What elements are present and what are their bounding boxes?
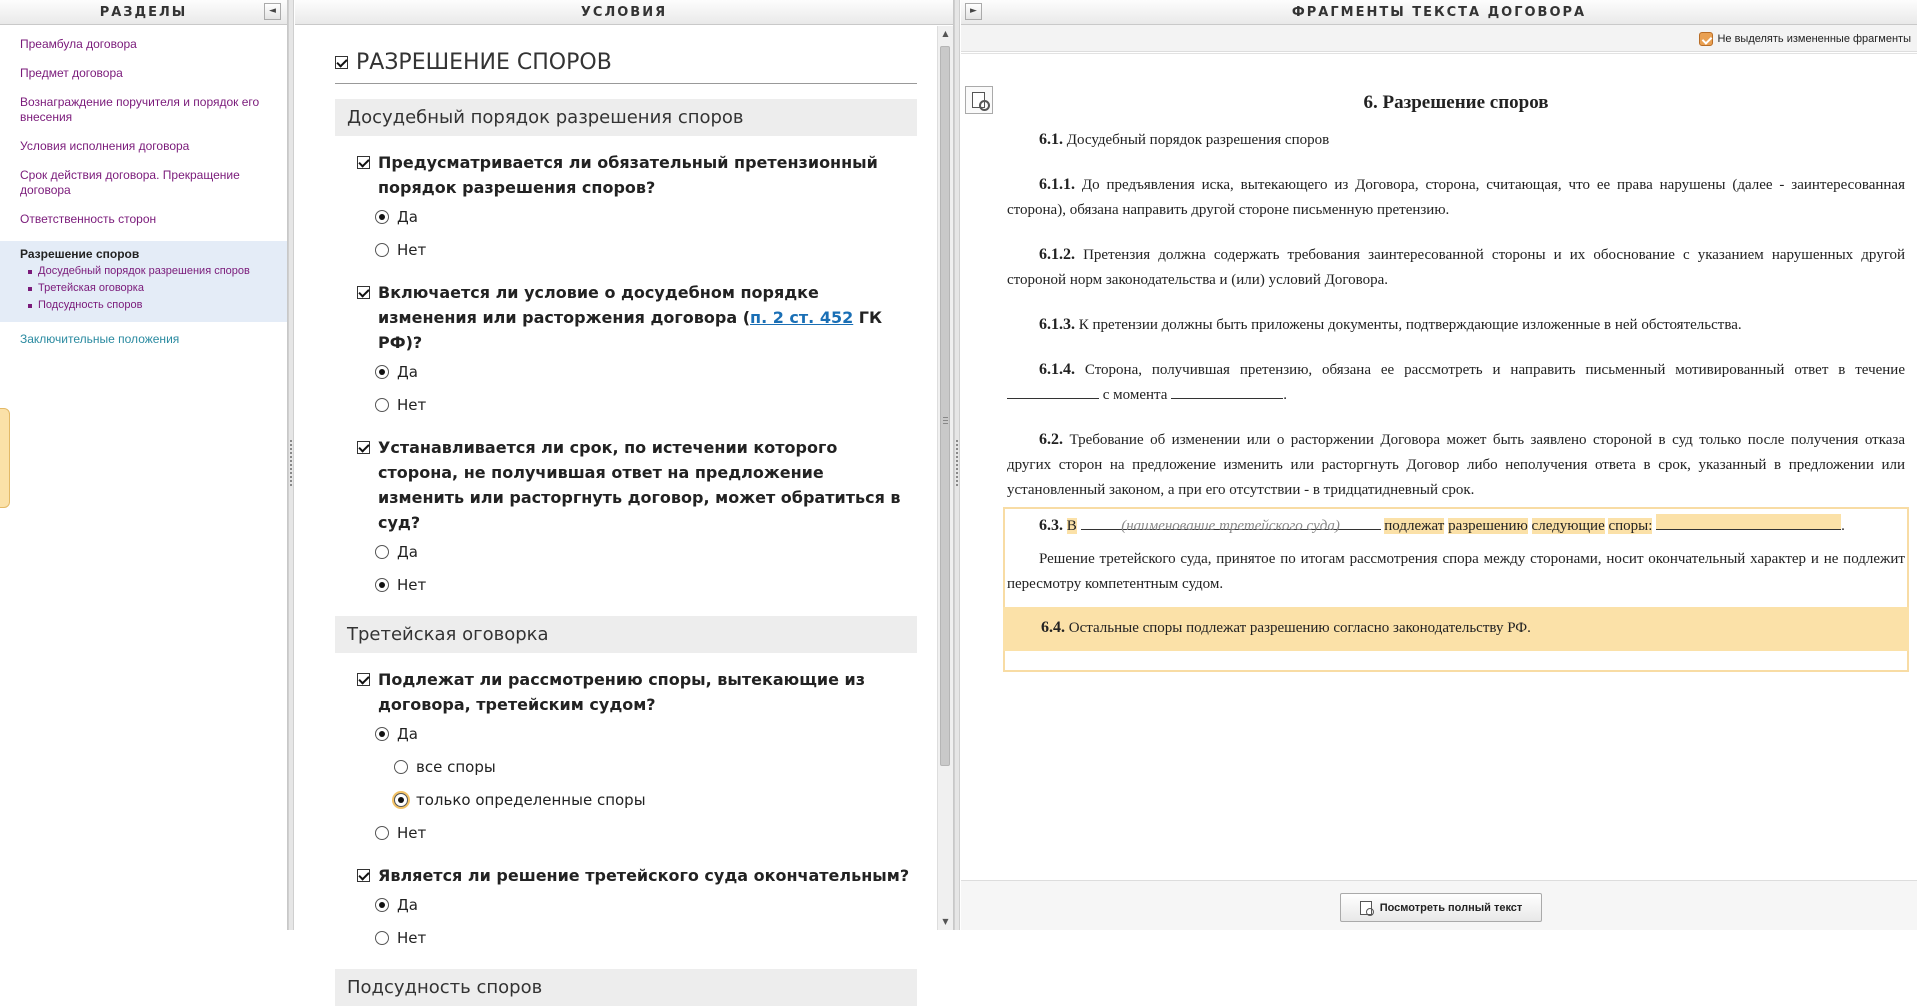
nav-item-preamble[interactable]: Преамбула договора [20, 37, 137, 51]
clause-text: . [1841, 518, 1845, 534]
checkbox-icon[interactable] [357, 156, 370, 169]
question-claim-procedure [357, 150, 915, 200]
clause-text: Досудебный порядок разрешения споров [1063, 132, 1330, 148]
radio-icon[interactable] [375, 727, 389, 741]
radio-icon[interactable] [375, 365, 389, 379]
checkbox-icon[interactable] [335, 56, 348, 69]
nav-item-term[interactable]: Срок действия договора. Прекращение договора [20, 168, 240, 197]
conditions-pane [295, 0, 954, 998]
option-certain-disputes[interactable] [394, 783, 937, 816]
side-tab-handle[interactable] [0, 408, 10, 508]
clause-number: 6.1.4. [1039, 361, 1075, 378]
fragments-header-title: ФРАГМЕНТЫ ТЕКСТА ДОГОВОРА [1291, 5, 1587, 20]
nav-item-liability[interactable]: Ответственность сторон [20, 212, 157, 226]
radio-icon[interactable] [375, 210, 389, 224]
option-label: Да [397, 895, 418, 914]
clause-text: . [1283, 387, 1287, 403]
option-label: Да [397, 724, 418, 743]
sections-header [0, 0, 287, 25]
radio-icon[interactable] [394, 760, 408, 774]
question-pretrial-change [357, 280, 915, 355]
section-title-text: РАЗРЕШЕНИЕ СПОРОВ [356, 50, 612, 75]
radio-icon[interactable] [375, 931, 389, 945]
doc-p-6-1 [1007, 127, 1905, 153]
nav-item-subject[interactable]: Предмет договора [20, 66, 123, 80]
conditions-scrollbar[interactable] [937, 26, 953, 930]
clause-text: разрешению [1448, 518, 1528, 534]
question-text [378, 280, 915, 355]
option-no[interactable] [375, 568, 937, 601]
question-final-decision [357, 863, 915, 888]
clause-text: следующие [1531, 518, 1605, 534]
checkbox-icon[interactable] [357, 869, 370, 882]
option-label: Нет [397, 823, 427, 842]
clause-number: 6.1.3. [1039, 316, 1075, 333]
arbitration-court-field[interactable]: (наименование третейского суда) [1081, 514, 1381, 530]
option-no[interactable] [375, 816, 937, 849]
question-arbitration [357, 667, 915, 717]
clause-number: 6.3. [1039, 517, 1063, 534]
collapse-left-button[interactable]: ◄ [264, 3, 281, 20]
fragments-toolbar [961, 25, 1917, 52]
radio-icon[interactable] [375, 398, 389, 412]
conditions-body [295, 26, 937, 998]
question-text: Является ли решение третейского суда окончательным? [378, 866, 910, 885]
group-arbitration-header: Третейская оговорка [335, 616, 917, 653]
clause-number: 6.2. [1039, 431, 1063, 448]
radio-icon[interactable] [375, 243, 389, 257]
option-no[interactable] [375, 233, 937, 266]
option-yes[interactable] [375, 717, 937, 750]
view-full-text-label: Посмотреть полный текст [1379, 901, 1523, 914]
clause-text: подлежат [1384, 518, 1445, 534]
option-label: Нет [397, 395, 427, 414]
question-text: Устанавливается ли срок, по истечении которого сторона, не получившая ответ на предложение изменить или расторгнуть договор, может обратиться в суд? [378, 438, 901, 532]
doc-p-6-3 [1007, 513, 1905, 539]
option-no[interactable] [375, 921, 937, 954]
expand-right-button[interactable]: ► [965, 3, 982, 20]
doc-title: 6. Разрешение споров [1363, 92, 1549, 113]
blank-field[interactable] [1007, 383, 1099, 399]
question-text: Подлежат ли рассмотрению споры, вытекающие из договора, третейским судом? [378, 670, 866, 714]
question-text: Предусматривается ли обязательный претензионный порядок разрешения споров? [378, 153, 878, 197]
radio-icon[interactable] [375, 826, 389, 840]
option-yes[interactable] [375, 200, 937, 233]
option-yes[interactable] [375, 888, 937, 921]
clause-number: 6.4. [1041, 619, 1065, 636]
clause-text: Претензия должна содержать требования заинтересованной стороны и их обоснование с указанием нарушенных другой стороной норм законодательства и (или) условий Договора. [1007, 247, 1905, 288]
nav-sub-jurisdiction[interactable]: Подсудность споров [38, 297, 267, 314]
radio-icon[interactable] [375, 578, 389, 592]
sections-pane [0, 0, 288, 930]
conditions-header [295, 0, 953, 25]
view-document-icon [1360, 901, 1372, 915]
clause-text: К претензии должны быть приложены документы, подтверждающие изложенные в ней обстоятельства. [1075, 317, 1742, 333]
sections-header-title: РАЗДЕЛЫ [99, 5, 188, 20]
clause-text: споры: [1608, 518, 1653, 534]
view-full-text-button[interactable] [1340, 893, 1542, 922]
search-document-icon[interactable] [965, 86, 993, 114]
clause-text: До предъявления иска, вытекающего из Договора, сторона, считающая, что ее права нарушены (далее - заинтересованная сторона), обязана направить другой стороне письменную претензию. [1007, 177, 1905, 218]
clause-text: Требование об изменении или о расторжении Договора может быть заявлено стороной в суд только после получения отказа других сторон на предложение изменить или расторгнуть Договор либо неполучения ответа в срок, указанный в предложении или установленный законом, а при его отсутствии - в тридцатидневный срок. [1007, 432, 1905, 498]
section-title [335, 50, 917, 84]
nav-active-title: Разрешение споров [20, 247, 140, 261]
doc-p-6-2 [1007, 427, 1905, 503]
scroll-up-icon[interactable]: ▲ [942, 29, 949, 38]
conditions-header-title: УСЛОВИЯ [580, 5, 668, 20]
checkbox-icon[interactable] [357, 673, 370, 686]
radio-icon[interactable] [375, 898, 389, 912]
blank-field[interactable] [1171, 383, 1283, 399]
fragments-header [961, 0, 1917, 25]
contract-document [961, 53, 1917, 689]
checkbox-icon[interactable] [357, 441, 370, 454]
group-pretrial-header: Досудебный порядок разрешения споров [335, 99, 917, 136]
fragments-pane [961, 0, 1917, 930]
nav-sub-arbitration[interactable]: Третейская оговорка [38, 280, 267, 297]
question-response-term [357, 435, 915, 535]
toggle-label: Не выделять измененные фрагменты [1717, 33, 1911, 45]
option-yes[interactable] [375, 355, 937, 388]
question-text-part: Включается ли условие о досудебном порядке изменения или расторжения договора ( [378, 283, 819, 327]
option-label: только определенные споры [416, 790, 646, 809]
fragments-footer [961, 880, 1917, 930]
question-text-part: ГК РФ)? [378, 308, 883, 352]
option-yes[interactable] [375, 535, 937, 568]
doc-p-6-4 [1003, 607, 1909, 651]
group-jurisdiction-header: Подсудность споров [335, 969, 917, 1006]
doc-p-6-1-3 [1007, 312, 1905, 338]
nav-item-disputes-active[interactable] [0, 241, 287, 322]
option-label: Нет [397, 575, 427, 594]
radio-icon[interactable] [394, 793, 408, 807]
scroll-down-icon[interactable]: ▼ [942, 917, 949, 926]
nav-sub-list [38, 263, 267, 314]
option-label: Да [397, 207, 418, 226]
option-label: Нет [397, 928, 427, 947]
option-all-disputes[interactable] [394, 750, 937, 783]
nav-sub-pretrial[interactable]: Досудебный порядок разрешения споров [38, 263, 267, 280]
splitter-right[interactable] [954, 0, 960, 930]
option-label: Да [397, 362, 418, 381]
option-label: Нет [397, 240, 427, 259]
highlight-toggle-icon [1699, 32, 1713, 46]
no-highlight-toggle[interactable] [1699, 32, 1911, 46]
law-reference-link[interactable]: п. 2 ст. 452 [750, 308, 854, 327]
doc-p-6-1-1 [1007, 172, 1905, 223]
disputes-field[interactable] [1656, 514, 1841, 530]
doc-p-6-1-4 [1007, 357, 1905, 408]
clause-text: Остальные споры подлежат разрешению согласно законодательству РФ. [1065, 620, 1531, 636]
changed-fragment-6-3 [1003, 507, 1909, 672]
nav-item-execution[interactable]: Условия исполнения договора [20, 139, 190, 153]
scroll-thumb[interactable] [940, 46, 950, 766]
option-label: Да [397, 542, 418, 561]
radio-icon[interactable] [375, 545, 389, 559]
clause-number: 6.1. [1039, 131, 1063, 148]
doc-p-6-1-2 [1007, 242, 1905, 293]
clause-text: В [1066, 518, 1077, 534]
splitter-left[interactable] [288, 0, 294, 930]
doc-p-6-3-second: Решение третейского суда, принятое по итогам рассмотрения спора между сторонами, носит окончательный характер и не подлежит пересмотру компетентным судом. [1007, 551, 1905, 592]
sections-list [0, 25, 287, 357]
clause-number: 6.1.2. [1039, 246, 1075, 263]
nav-item-final[interactable]: Заключительные положения [20, 332, 180, 346]
clause-number: 6.1.1. [1039, 176, 1075, 193]
option-label: все споры [416, 757, 496, 776]
clause-text: с момента [1099, 387, 1172, 403]
checkbox-icon[interactable] [357, 286, 370, 299]
option-no[interactable] [375, 388, 937, 421]
nav-item-remuneration[interactable]: Вознаграждение поручителя и порядок его внесения [20, 95, 260, 124]
clause-text: Сторона, получившая претензию, обязана ее рассмотреть и направить письменный мотивированный ответ в течение [1075, 362, 1905, 378]
